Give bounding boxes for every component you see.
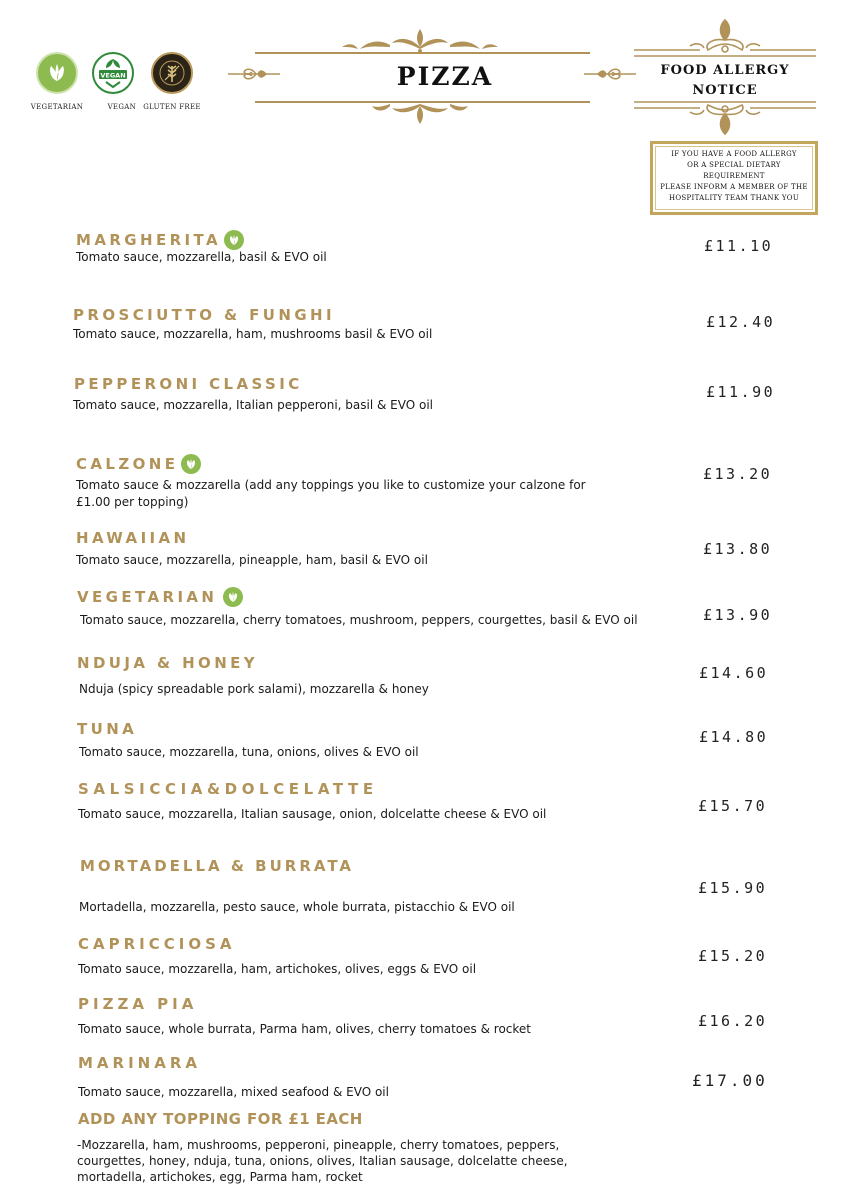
menu-item-price: £15.20 [698, 947, 768, 965]
menu-item-description: Tomato sauce, mozzarella, cherry tomatoes, mushroom, peppers, courgettes, basil & EVO oil [80, 613, 638, 627]
vegan-badge-text: VEGAN [100, 71, 126, 80]
toppings-list: -Mozzarella, ham, mushrooms, pepperoni, pineapple, cherry tomatoes, peppers, courgettes, honey, nduja, tuna, onions, olives, Italian sausage, dolcelatte cheese, mortadella, artichokes, egg, Parma ham, rocket [77, 1138, 568, 1184]
menu-item-name [76, 230, 244, 250]
menu-item-price: £13.90 [703, 606, 773, 624]
notice-title-line2: NOTICE [692, 83, 758, 98]
menu-item-description: Tomato sauce & mozzarella (add any toppings you like to customize your calzone for [76, 478, 586, 492]
menu-item-price: £14.60 [699, 664, 769, 682]
menu-item-name: HAWAIIAN [76, 529, 190, 547]
banner-bottom-ornament-icon [370, 100, 470, 126]
notice-line: IF YOU HAVE A FOOD ALLERGY [671, 150, 797, 158]
menu-item-price: £11.10 [704, 237, 774, 255]
menu-item-description: Tomato sauce, mozzarella, Italian sausage, onion, dolcelatte cheese & EVO oil [78, 807, 547, 821]
menu-item-price: £12.40 [706, 313, 776, 331]
badge-label: VEGAN [107, 103, 136, 111]
vegetarian-badge [30, 52, 84, 113]
vegetarian-icon [223, 587, 243, 607]
banner-left-flourish-icon [226, 66, 282, 82]
menu-item-description: Tomato sauce, whole burrata, Parma ham, olives, cherry tomatoes & rocket [78, 1022, 531, 1036]
notice-title-line1: FOOD ALLERGY [660, 63, 790, 78]
badge-label: VEGETARIAN [30, 103, 84, 111]
menu-item-description: Mortadella, mozzarella, pesto sauce, whole burrata, pistacchio & EVO oil [79, 900, 515, 914]
menu-item-description: Tomato sauce, mozzarella, mixed seafood & EVO oil [78, 1085, 389, 1099]
menu-item-name: MORTADELLA & BURRATA [80, 857, 355, 875]
menu-item-name: PEPPERONI CLASSIC [74, 375, 303, 393]
menu-item-price: £16.20 [698, 1012, 768, 1030]
menu-item-price: £17.00 [692, 1071, 768, 1090]
menu-item-name [76, 454, 201, 474]
gluten-free-badge-icon [151, 52, 193, 94]
menu-item-name-text: VEGETARIAN [77, 588, 218, 606]
menu-item-description: £1.00 per topping) [76, 495, 189, 509]
vegetarian-icon [224, 230, 244, 250]
menu-item-name: MARINARA [78, 1054, 201, 1072]
allergy-notice-box [650, 141, 818, 215]
menu-item-price: £15.70 [698, 797, 768, 815]
menu-item-name [77, 587, 243, 607]
notice-text [656, 149, 812, 204]
notice-line: REQUIREMENT [703, 172, 765, 180]
vegetarian-badge-icon [36, 52, 78, 94]
menu-item-description: Tomato sauce, mozzarella, pineapple, ham, basil & EVO oil [76, 553, 428, 567]
notice-top-ornament-icon [630, 16, 820, 58]
menu-item-price: £13.20 [703, 465, 773, 483]
notice-line: PLEASE INFORM A MEMBER OF THE [660, 183, 808, 191]
badge-label: GLUTEN FREE [143, 103, 201, 111]
notice-title [632, 61, 818, 101]
menu-item-name: CAPRICCIOSA [78, 935, 236, 953]
menu-item-description: Nduja (spicy spreadable pork salami), mozzarella & honey [79, 682, 429, 696]
vegetarian-icon [181, 454, 201, 474]
menu-item-name-text: CALZONE [76, 455, 179, 473]
vegan-badge-icon [92, 52, 134, 94]
menu-item-name: SALSICCIA&DOLCELATTE [78, 780, 378, 798]
menu-item-name: NDUJA & HONEY [77, 654, 259, 672]
vegan-badge [90, 52, 136, 113]
notice-line: OR A SPECIAL DIETARY [687, 161, 781, 169]
toppings-title: ADD ANY TOPPING FOR £1 EACH [78, 1110, 363, 1128]
menu-item-price: £13.80 [703, 540, 773, 558]
notice-bottom-ornament-icon [630, 100, 820, 138]
menu-item-description: Tomato sauce, mozzarella, Italian pepperoni, basil & EVO oil [73, 398, 434, 412]
menu-item-name: PIZZA PIA [78, 995, 198, 1013]
menu-item-price: £15.90 [698, 879, 768, 897]
menu-item-description: Tomato sauce, mozzarella, ham, mushrooms basil & EVO oil [73, 327, 433, 341]
banner-top-ornament-icon [340, 27, 500, 55]
menu-item-name-text: MARGHERITA [76, 231, 222, 249]
menu-item-price: £11.90 [706, 383, 776, 401]
menu-item-description: Tomato sauce, mozzarella, ham, artichokes, olives, eggs & EVO oil [78, 962, 477, 976]
banner-right-flourish-icon [582, 66, 638, 82]
menu-item-description: Tomato sauce, mozzarella, basil & EVO oil [76, 250, 327, 264]
page-title: PIZZA [396, 62, 494, 91]
menu-item-description: Tomato sauce, mozzarella, tuna, onions, olives & EVO oil [79, 745, 419, 759]
gluten-free-badge [143, 52, 201, 113]
menu-item-name: PROSCIUTTO & FUNGHI [73, 306, 335, 324]
menu-item-price: £14.80 [699, 728, 769, 746]
menu-item-name: TUNA [77, 720, 138, 738]
notice-line: HOSPITALITY TEAM THANK YOU [668, 194, 800, 202]
